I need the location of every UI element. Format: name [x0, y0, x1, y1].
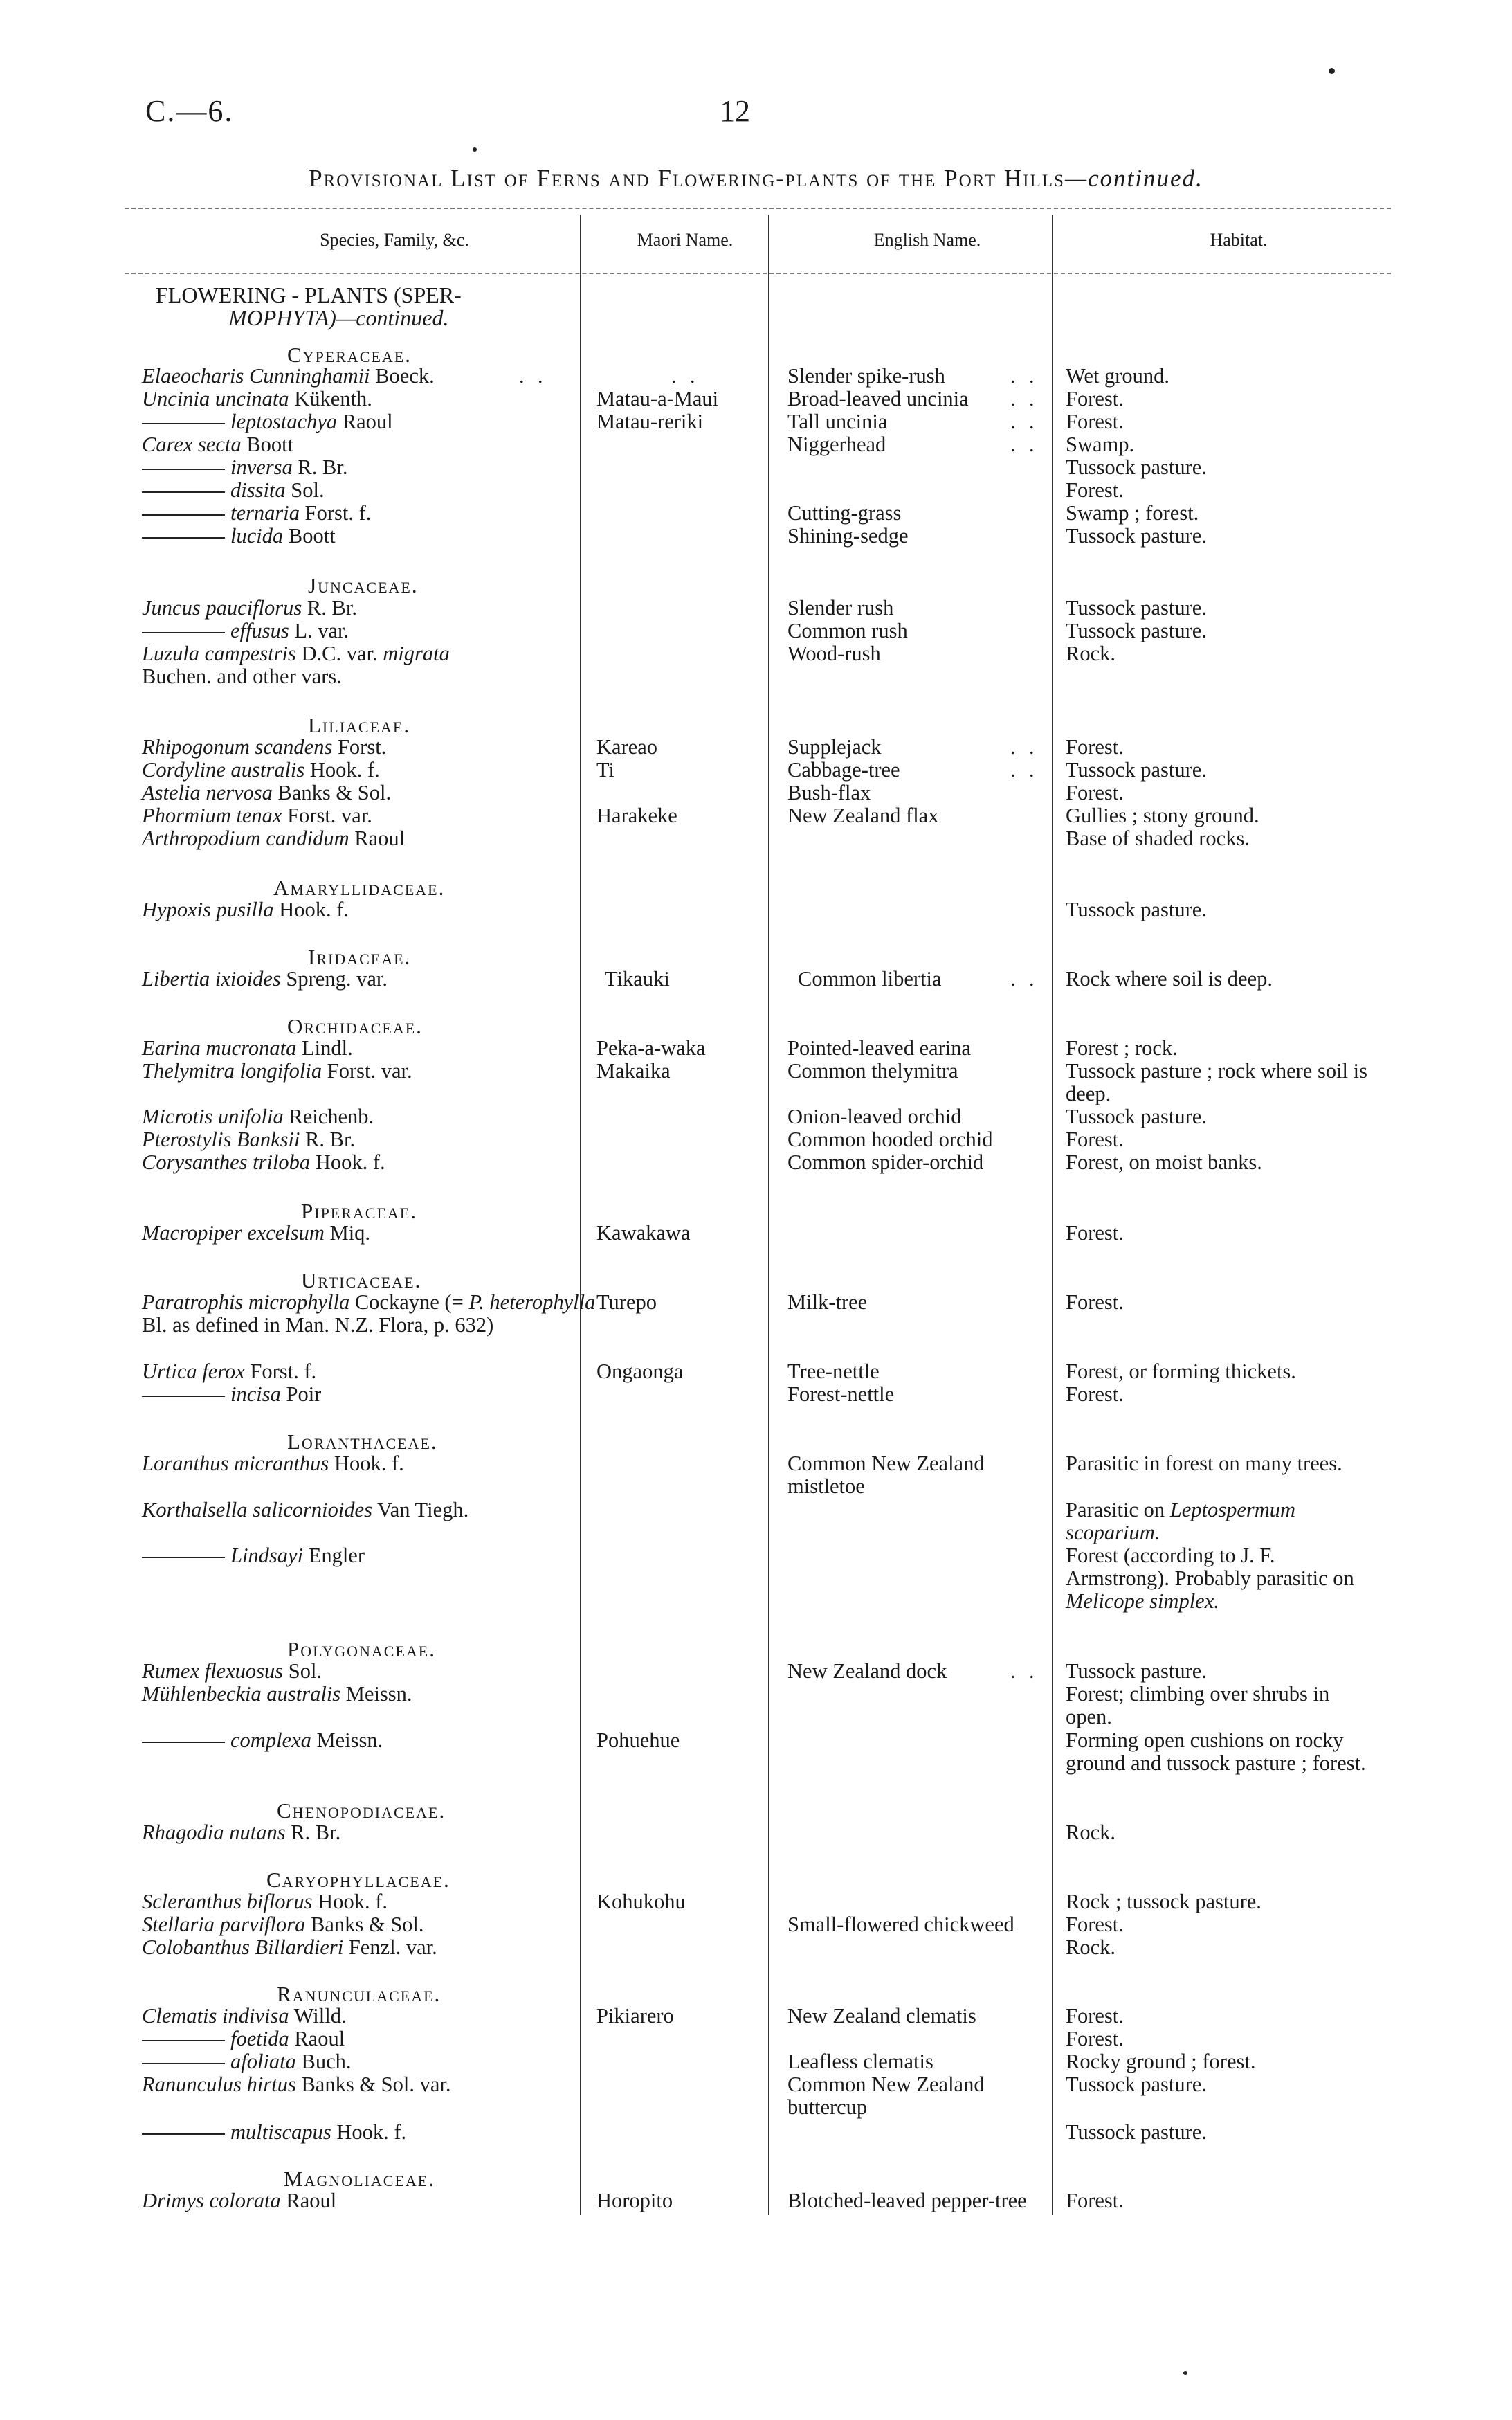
- species-cell: lucida Boott: [142, 525, 571, 548]
- species-cell: Scleranthus biflorus Hook. f.: [142, 1890, 388, 1913]
- col-species: Species, Family, &c.: [320, 230, 469, 250]
- habitat-cell: Rock.: [1066, 1935, 1116, 1959]
- habitat-cell: Forest, on moist banks.: [1066, 1150, 1262, 1174]
- habitat-cell: Forest.: [1066, 387, 1124, 410]
- english-name-cell: Milk-tree: [787, 1290, 868, 1314]
- species-cell: Rhipogonum scandens Forst.: [142, 735, 387, 759]
- species-cell: dissita Sol.: [142, 479, 571, 502]
- species-cell: Elaeocharis Cunninghamii Boeck.: [142, 364, 435, 388]
- species-cell: inversa R. Br.: [142, 456, 571, 479]
- species-cell: ternaria Forst. f.: [142, 502, 571, 525]
- species-cell: Loranthus micranthus Hook. f.: [142, 1452, 404, 1475]
- habitat-cell: Forest.: [1066, 1382, 1124, 1406]
- species-cell: Juncus pauciflorus R. Br.: [142, 596, 357, 620]
- maori-name-cell: Horopito: [596, 2189, 673, 2212]
- species-cell: Uncinia uncinata Kükenth.: [142, 387, 372, 410]
- group-heading-line1: FLOWERING - PLANTS (SPER-: [156, 282, 462, 307]
- family-heading: Juncaceae.: [308, 573, 419, 597]
- family-heading: Chenopodiaceae.: [277, 1798, 446, 1823]
- group-heading-line2: MOPHYTA)—continued.: [228, 305, 449, 330]
- species-cell: leptostachya Raoul: [142, 410, 571, 433]
- habitat-cell: Tussock pasture.: [1066, 2073, 1207, 2096]
- species-cell: Arthropodium candidum Raoul: [142, 827, 406, 850]
- leader-dots: . .: [1010, 759, 1039, 782]
- english-name-cell: Pointed-leaved earina: [787, 1036, 972, 1060]
- species-cell: Astelia nervosa Banks & Sol.: [142, 781, 392, 804]
- habitat-cell: Forest.: [1066, 478, 1124, 502]
- habitat-cell: Forest.: [1066, 1221, 1124, 1245]
- english-name-cell: Onion-leaved orchid: [787, 1105, 962, 1128]
- species-cell: incisa Poir: [142, 1383, 571, 1406]
- habitat-cell: Tussock pasture.: [1066, 619, 1207, 642]
- col-maori: Maori Name.: [637, 230, 734, 250]
- english-name-cell: Slender spike-rush: [787, 364, 945, 388]
- species-cell: Corysanthes triloba Hook. f.: [142, 1150, 385, 1174]
- family-heading: Piperaceae.: [301, 1199, 417, 1223]
- english-name-cell: Common New Zealand buttercup: [787, 2073, 985, 2119]
- english-name-cell: New Zealand flax: [787, 804, 939, 827]
- species-cell: Earina mucronata Lindl.: [142, 1036, 353, 1060]
- family-heading: Caryophyllaceae.: [266, 1868, 450, 1892]
- species-cell: Carex secta Boott: [142, 433, 294, 456]
- habitat-cell: Forest.: [1066, 1913, 1124, 1936]
- family-heading: Magnoliaceae.: [284, 2167, 435, 2191]
- species-cell: Luzula campestris D.C. var. migrata Buchen. and other vars.: [142, 642, 450, 688]
- habitat-cell: Forest.: [1066, 735, 1124, 759]
- species-cell: Pterostylis Banksii R. Br.: [142, 1128, 356, 1151]
- habitat-cell: Forest, or forming thickets.: [1066, 1360, 1296, 1383]
- species-cell: Colobanthus Billardieri Fenzl. var.: [142, 1935, 437, 1959]
- habitat-cell: Rock ; tussock pasture.: [1066, 1890, 1261, 1913]
- leader-dots: . .: [671, 365, 700, 388]
- habitat-cell: Gullies ; stony ground.: [1066, 804, 1259, 827]
- species-cell: Cordyline australis Hook. f.: [142, 758, 380, 782]
- species-cell: Mühlenbeckia australis Meissn.: [142, 1682, 412, 1706]
- maori-name-cell: Tikauki: [605, 967, 670, 991]
- species-cell: Rhagodia nutans R. Br.: [142, 1821, 341, 1844]
- habitat-cell: Rock where soil is deep.: [1066, 967, 1273, 991]
- habitat-cell: Tussock pasture.: [1066, 524, 1207, 548]
- habitat-cell: Swamp ; forest.: [1066, 501, 1199, 525]
- family-heading: Ranunculaceae.: [277, 1982, 441, 2006]
- habitat-cell: Tussock pasture.: [1066, 1659, 1207, 1683]
- family-heading: Amaryllidaceae.: [273, 876, 446, 900]
- col-english: English Name.: [873, 230, 981, 250]
- species-cell: Urtica ferox Forst. f.: [142, 1360, 317, 1383]
- english-name-cell: Common libertia: [798, 967, 942, 991]
- habitat-cell: Tussock pasture.: [1066, 455, 1207, 479]
- species-cell: effusus L. var.: [142, 620, 571, 642]
- habitat-cell: Tussock pasture ; rock where soil is deep.: [1066, 1059, 1367, 1105]
- family-heading: Cyperaceae.: [287, 343, 412, 367]
- habitat-cell: Forest.: [1066, 1290, 1124, 1314]
- family-heading: Urticaceae.: [301, 1268, 422, 1292]
- maori-name-cell: Kohukohu: [596, 1890, 686, 1913]
- habitat-cell: Tussock pasture.: [1066, 2120, 1207, 2144]
- habitat-cell: Tussock pasture.: [1066, 1105, 1207, 1128]
- english-name-cell: Tree-nettle: [787, 1360, 880, 1383]
- habitat-cell: Tussock pasture.: [1066, 596, 1207, 620]
- habitat-cell: Forest.: [1066, 781, 1124, 804]
- species-cell: Phormium tenax Forst. var.: [142, 804, 372, 827]
- title-continued: —continued.: [1064, 165, 1203, 192]
- habitat-cell: Forest.: [1066, 410, 1124, 433]
- ink-speck: [1329, 68, 1335, 74]
- english-name-cell: Shining-sedge: [787, 524, 909, 548]
- col-habitat: Habitat.: [1210, 230, 1268, 250]
- species-cell: Microtis unifolia Reichenb.: [142, 1105, 374, 1128]
- habitat-cell: Forest (according to J. F. Armstrong). Probably parasitic on Melicope simplex.: [1066, 1544, 1354, 1613]
- maori-name-cell: Ongaonga: [596, 1360, 684, 1383]
- english-name-cell: Cutting-grass: [787, 501, 902, 525]
- english-name-cell: Slender rush: [787, 596, 894, 620]
- col-divider: [580, 215, 581, 2215]
- english-name-cell: Small-flowered chickweed: [787, 1913, 1014, 1936]
- title-main: Provisional List of Ferns and Flowering-plants of the Port Hills: [309, 165, 1065, 192]
- ink-speck: [1183, 2371, 1187, 2375]
- habitat-cell: Rocky ground ; forest.: [1066, 2050, 1256, 2073]
- page-ref: C.—6.: [145, 94, 234, 128]
- habitat-cell: Forest ; rock.: [1066, 1036, 1178, 1060]
- species-cell: Drimys colorata Raoul: [142, 2189, 337, 2212]
- habitat-cell: Tussock pasture.: [1066, 758, 1207, 782]
- species-cell: Clematis indivisa Willd.: [142, 2004, 347, 2028]
- species-cell: foetida Raoul: [142, 2028, 571, 2050]
- species-cell: complexa Meissn.: [142, 1729, 571, 1752]
- habitat-cell: Forest.: [1066, 2027, 1124, 2050]
- habitat-cell: Forest.: [1066, 2189, 1124, 2212]
- habitat-cell: Forest.: [1066, 2004, 1124, 2028]
- english-name-cell: New Zealand clematis: [787, 2004, 976, 2028]
- english-name-cell: Wood-rush: [787, 642, 881, 665]
- ink-speck: [473, 147, 477, 152]
- maori-name-cell: Ti: [596, 758, 615, 782]
- english-name-cell: Common rush: [787, 619, 908, 642]
- english-name-cell: Bush-flax: [787, 781, 871, 804]
- english-name-cell: Leafless clematis: [787, 2050, 933, 2073]
- habitat-cell: Tussock pasture.: [1066, 898, 1207, 921]
- species-cell: multiscapus Hook. f.: [142, 2121, 571, 2144]
- leader-dots: . .: [519, 365, 547, 388]
- maori-name-cell: Kawakawa: [596, 1221, 691, 1245]
- maori-name-cell: Matau-reriki: [596, 410, 704, 433]
- english-name-cell: Common spider-orchid: [787, 1150, 984, 1174]
- species-cell: afoliata Buch.: [142, 2050, 571, 2073]
- english-name-cell: Common thelymitra: [787, 1059, 958, 1083]
- maori-name-cell: Turepo: [596, 1290, 657, 1314]
- page-title: [0, 165, 1512, 192]
- english-name-cell: New Zealand dock: [787, 1659, 947, 1683]
- english-name-cell: Supplejack: [787, 735, 882, 759]
- maori-name-cell: Makaika: [596, 1059, 671, 1083]
- col-divider: [768, 215, 769, 2215]
- english-name-cell: Blotched-leaved pepper-tree: [787, 2189, 1027, 2212]
- maori-name-cell: Pikiarero: [596, 2004, 674, 2028]
- habitat-cell: Rock.: [1066, 1821, 1116, 1844]
- species-cell: Libertia ixioides Spreng. var.: [142, 967, 388, 991]
- family-heading: Iridaceae.: [308, 945, 412, 969]
- maori-name-cell: Peka-a-waka: [596, 1036, 706, 1060]
- species-cell: Ranunculus hirtus Banks & Sol. var.: [142, 2073, 451, 2096]
- page-number: 12: [720, 94, 750, 128]
- habitat-cell: Forest; climbing over shrubs in open.: [1066, 1682, 1330, 1728]
- leader-dots: . .: [1010, 736, 1039, 759]
- column-header: [125, 208, 1391, 274]
- family-heading: Orchidaceae.: [287, 1014, 423, 1038]
- species-cell: Thelymitra longifolia Forst. var.: [142, 1059, 412, 1083]
- english-name-cell: Forest-nettle: [787, 1382, 895, 1406]
- leader-dots: . .: [1010, 365, 1039, 388]
- species-cell: Korthalsella salicornioides Van Tiegh.: [142, 1498, 469, 1521]
- habitat-cell: Swamp.: [1066, 433, 1135, 456]
- habitat-cell: Wet ground.: [1066, 364, 1170, 388]
- species-cell: Paratrophis microphylla Cockayne (= P. heterophylla Bl. as defined in Man. N.Z. Flora, p. 632): [142, 1290, 596, 1337]
- family-heading: Polygonaceae.: [287, 1637, 436, 1661]
- species-cell: Macropiper excelsum Miq.: [142, 1221, 371, 1245]
- maori-name-cell: Kareao: [596, 735, 658, 759]
- english-name-cell: Broad-leaved uncinia: [787, 387, 969, 410]
- maori-name-cell: Pohuehue: [596, 1728, 680, 1752]
- maori-name-cell: Harakeke: [596, 804, 677, 827]
- group-heading: [156, 284, 462, 329]
- species-cell: Lindsayi Engler: [142, 1544, 571, 1567]
- habitat-cell: Rock.: [1066, 642, 1116, 665]
- habitat-cell: Parasitic on Leptospermum scoparium.: [1066, 1498, 1296, 1544]
- leader-dots: . .: [1010, 968, 1039, 991]
- col-divider: [1052, 215, 1053, 2215]
- english-name-cell: Common hooded orchid: [787, 1128, 993, 1151]
- english-name-cell: Tall uncinia: [787, 410, 888, 433]
- species-cell: Stellaria parviflora Banks & Sol.: [142, 1913, 424, 1936]
- leader-dots: . .: [1010, 433, 1039, 456]
- leader-dots: . .: [1010, 410, 1039, 433]
- leader-dots: . .: [1010, 1660, 1039, 1683]
- english-name-cell: Common New Zealand mistletoe: [787, 1452, 985, 1498]
- maori-name-cell: Matau-a-Maui: [596, 387, 719, 410]
- family-heading: Loranthaceae.: [287, 1429, 438, 1454]
- english-name-cell: Cabbage-tree: [787, 758, 900, 782]
- species-cell: Rumex flexuosus Sol.: [142, 1659, 322, 1683]
- english-name-cell: Niggerhead: [787, 433, 886, 456]
- habitat-cell: Parasitic in forest on many trees.: [1066, 1452, 1342, 1475]
- species-cell: Hypoxis pusilla Hook. f.: [142, 898, 349, 921]
- habitat-cell: Forming open cushions on rocky ground and tussock pasture ; forest.: [1066, 1728, 1366, 1775]
- habitat-cell: Forest.: [1066, 1128, 1124, 1151]
- habitat-cell: Base of shaded rocks.: [1066, 827, 1250, 850]
- family-heading: Liliaceae.: [308, 713, 411, 737]
- leader-dots: . .: [1010, 388, 1039, 410]
